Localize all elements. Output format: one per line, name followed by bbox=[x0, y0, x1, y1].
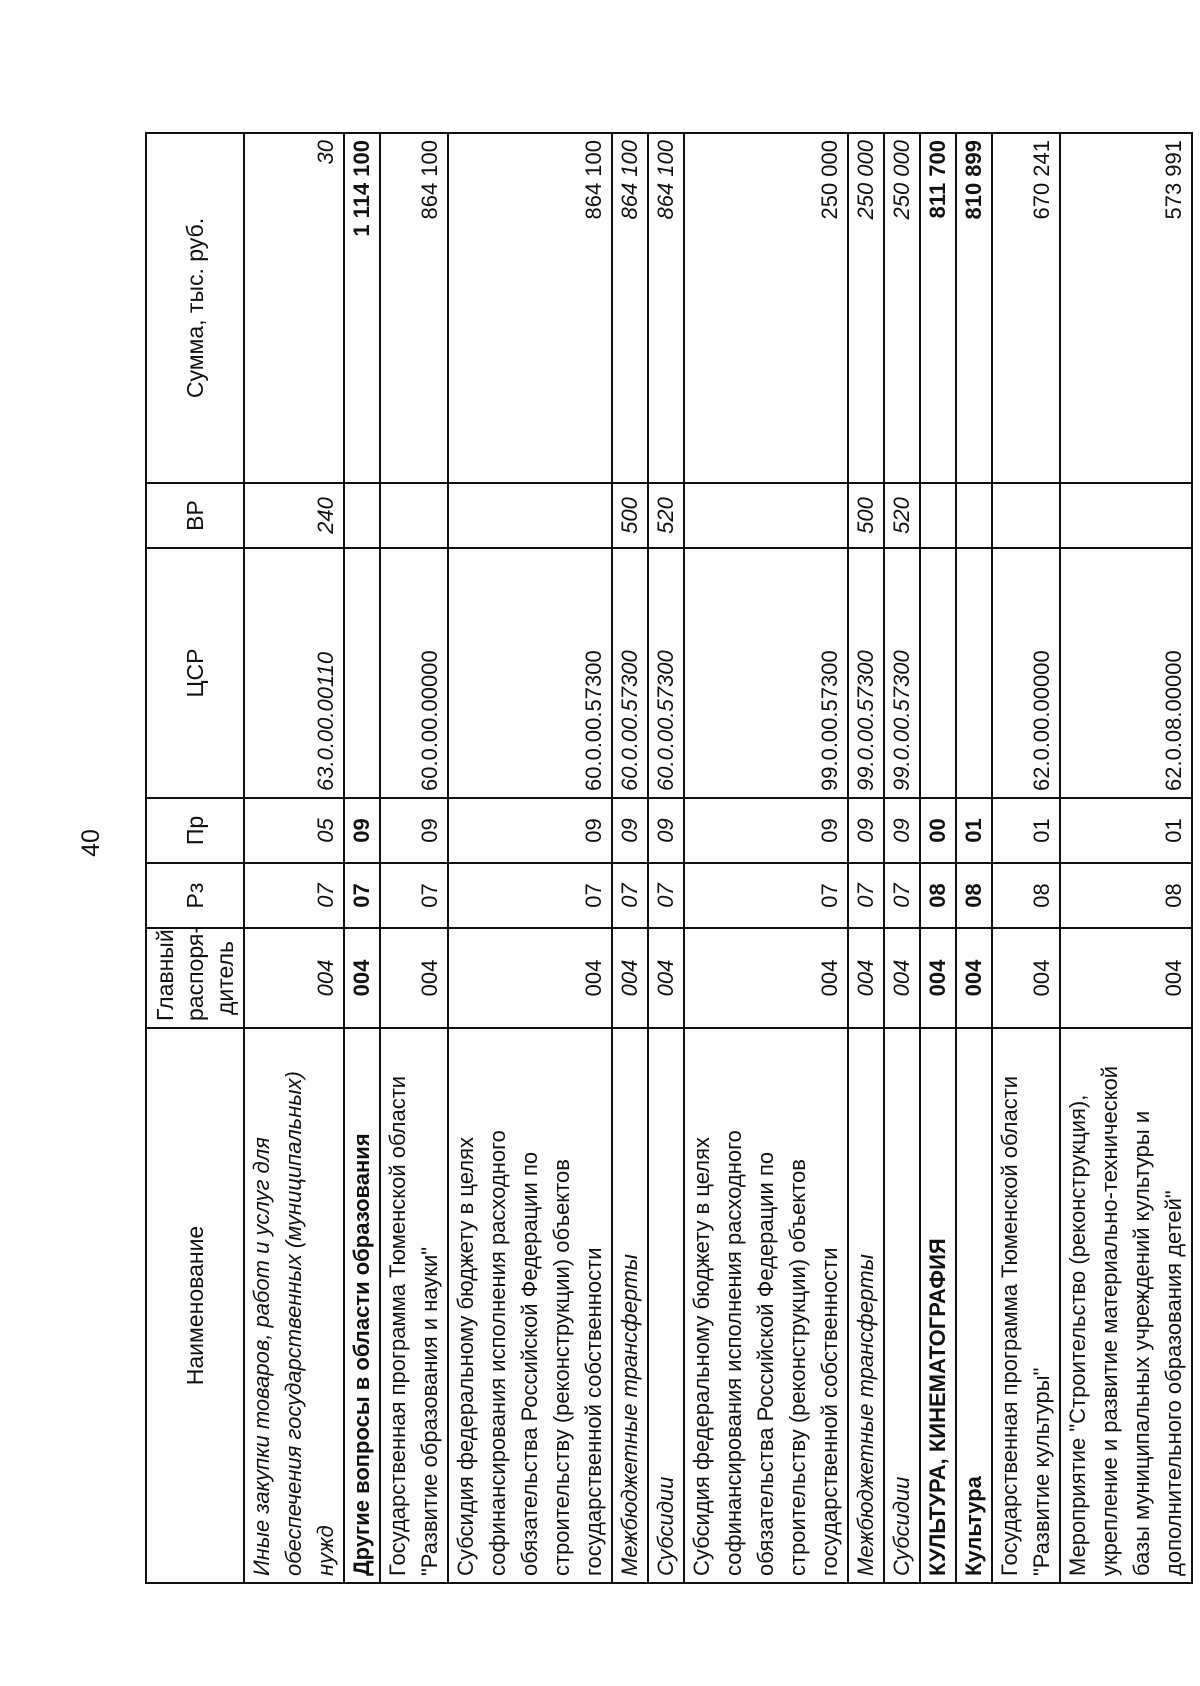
row-vr bbox=[992, 483, 1060, 548]
table-header-row bbox=[146, 133, 244, 1583]
table-row bbox=[380, 133, 448, 1583]
row-admin: 004 bbox=[344, 928, 380, 1028]
table-row bbox=[648, 133, 684, 1583]
table-row bbox=[920, 133, 956, 1583]
row-rz: 07 bbox=[884, 863, 920, 928]
row-admin: 004 bbox=[684, 928, 848, 1028]
row-pr: 09 bbox=[684, 798, 848, 863]
row-rz: 07 bbox=[380, 863, 448, 928]
table-row bbox=[956, 133, 992, 1583]
row-vr bbox=[956, 483, 992, 548]
row-admin: 004 bbox=[612, 928, 648, 1028]
table-row bbox=[848, 133, 884, 1583]
table-row bbox=[344, 133, 380, 1583]
row-admin: 004 bbox=[992, 928, 1060, 1028]
table-row bbox=[684, 133, 848, 1583]
row-name: Культура bbox=[956, 1028, 992, 1583]
row-admin: 004 bbox=[884, 928, 920, 1028]
header-name: Наименование bbox=[146, 1028, 244, 1583]
row-admin: 004 bbox=[848, 928, 884, 1028]
row-csr bbox=[956, 548, 992, 798]
row-csr: 62.0.00.00000 bbox=[992, 548, 1060, 798]
table-row bbox=[448, 133, 612, 1583]
row-pr: 01 bbox=[992, 798, 1060, 863]
row-vr bbox=[684, 483, 848, 548]
row-name: Субсидии bbox=[648, 1028, 684, 1583]
row-csr: 63.0.00.00110 bbox=[244, 548, 344, 798]
row-admin: 004 bbox=[380, 928, 448, 1028]
row-name: Государственная программа Тюменской области "Развитие образования и науки" bbox=[380, 1028, 448, 1583]
row-csr: 62.0.08.00000 bbox=[1060, 548, 1192, 798]
row-csr: 60.0.00.57300 bbox=[648, 548, 684, 798]
header-admin: Главный распоря-дитель bbox=[146, 928, 244, 1028]
table-row bbox=[992, 133, 1060, 1583]
row-name: Межбюджетные трансферты bbox=[612, 1028, 648, 1583]
row-pr: 09 bbox=[344, 798, 380, 863]
row-csr: 99.0.00.57300 bbox=[848, 548, 884, 798]
row-name: Межбюджетные трансферты bbox=[848, 1028, 884, 1583]
header-sum: Сумма, тыс. руб. bbox=[146, 133, 244, 483]
header-csr: ЦСР bbox=[146, 548, 244, 798]
row-vr bbox=[344, 483, 380, 548]
row-rz: 07 bbox=[648, 863, 684, 928]
row-rz: 08 bbox=[1060, 863, 1192, 928]
row-rz: 08 bbox=[920, 863, 956, 928]
header-vr: ВР bbox=[146, 483, 244, 548]
row-sum: 250 000 bbox=[884, 133, 920, 483]
row-admin: 004 bbox=[244, 928, 344, 1028]
row-vr: 500 bbox=[612, 483, 648, 548]
row-sum: 864 100 bbox=[648, 133, 684, 483]
row-sum: 250 000 bbox=[848, 133, 884, 483]
row-name: Мероприятие "Строительство (реконструкция), укрепление и развитие материально-технической базы муниципальных учреждений культуры и дополнительного образования детей" bbox=[1060, 1028, 1192, 1583]
row-admin: 004 bbox=[920, 928, 956, 1028]
row-csr bbox=[344, 548, 380, 798]
row-name: Субсидия федеральному бюджету в целях софинансирования исполнения расходного обязательства Российской Федерации по строительству (реконструкции) объектов государственной собственности bbox=[684, 1028, 848, 1583]
row-csr: 60.0.00.00000 bbox=[380, 548, 448, 798]
header-pr: Пр bbox=[146, 798, 244, 863]
row-csr: 99.0.00.57300 bbox=[884, 548, 920, 798]
row-rz: 07 bbox=[344, 863, 380, 928]
row-rz: 07 bbox=[684, 863, 848, 928]
row-admin: 004 bbox=[956, 928, 992, 1028]
row-rz: 07 bbox=[848, 863, 884, 928]
row-sum: 30 bbox=[244, 133, 344, 483]
row-name: КУЛЬТУРА, КИНЕМАТОГРАФИЯ bbox=[920, 1028, 956, 1583]
row-rz: 07 bbox=[448, 863, 612, 928]
row-vr: 240 bbox=[244, 483, 344, 548]
rotated-table-container bbox=[145, 134, 1186, 1584]
row-vr bbox=[920, 483, 956, 548]
row-sum: 1 114 100 bbox=[344, 133, 380, 483]
table-row bbox=[884, 133, 920, 1583]
row-name: Субсидия федеральному бюджету в целях софинансирования исполнения расходного обязательства Российской Федерации по строительству (реконструкции) объектов государственной собственности bbox=[448, 1028, 612, 1583]
row-pr: 09 bbox=[848, 798, 884, 863]
row-csr bbox=[920, 548, 956, 798]
row-rz: 08 bbox=[992, 863, 1060, 928]
row-admin: 004 bbox=[648, 928, 684, 1028]
row-name: Субсидии bbox=[884, 1028, 920, 1583]
row-name: Иные закупки товаров, работ и услуг для обеспечения государственных (муниципальных) нужд bbox=[244, 1028, 344, 1583]
row-admin: 004 bbox=[448, 928, 612, 1028]
row-csr: 60.0.00.57300 bbox=[612, 548, 648, 798]
row-pr: 01 bbox=[1060, 798, 1192, 863]
row-name: Государственная программа Тюменской области "Развитие культуры" bbox=[992, 1028, 1060, 1583]
row-csr: 60.0.00.57300 bbox=[448, 548, 612, 798]
table-row bbox=[1060, 133, 1192, 1583]
row-sum: 573 991 bbox=[1060, 133, 1192, 483]
row-sum: 250 000 bbox=[684, 133, 848, 483]
table-row bbox=[612, 133, 648, 1583]
row-pr: 09 bbox=[648, 798, 684, 863]
header-rz: Рз bbox=[146, 863, 244, 928]
row-vr: 520 bbox=[648, 483, 684, 548]
row-vr bbox=[380, 483, 448, 548]
row-pr: 05 bbox=[244, 798, 344, 863]
row-pr: 01 bbox=[956, 798, 992, 863]
row-pr: 09 bbox=[884, 798, 920, 863]
row-rz: 07 bbox=[612, 863, 648, 928]
row-vr: 520 bbox=[884, 483, 920, 548]
row-vr bbox=[1060, 483, 1192, 548]
row-vr: 500 bbox=[848, 483, 884, 548]
row-rz: 08 bbox=[956, 863, 992, 928]
row-csr: 99.0.00.57300 bbox=[684, 548, 848, 798]
row-sum: 864 100 bbox=[448, 133, 612, 483]
page-number: 40 bbox=[77, 829, 105, 857]
row-pr: 09 bbox=[612, 798, 648, 863]
row-sum: 670 241 bbox=[992, 133, 1060, 483]
row-vr bbox=[448, 483, 612, 548]
row-sum: 864 100 bbox=[612, 133, 648, 483]
row-pr: 09 bbox=[380, 798, 448, 863]
row-sum: 810 899 bbox=[956, 133, 992, 483]
row-rz: 07 bbox=[244, 863, 344, 928]
table-row bbox=[244, 133, 344, 1583]
row-admin: 004 bbox=[1060, 928, 1192, 1028]
row-sum: 864 100 bbox=[380, 133, 448, 483]
row-pr: 09 bbox=[448, 798, 612, 863]
row-name: Другие вопросы в области образования bbox=[344, 1028, 380, 1583]
budget-table bbox=[145, 132, 1193, 1584]
row-pr: 00 bbox=[920, 798, 956, 863]
row-sum: 811 700 bbox=[920, 133, 956, 483]
